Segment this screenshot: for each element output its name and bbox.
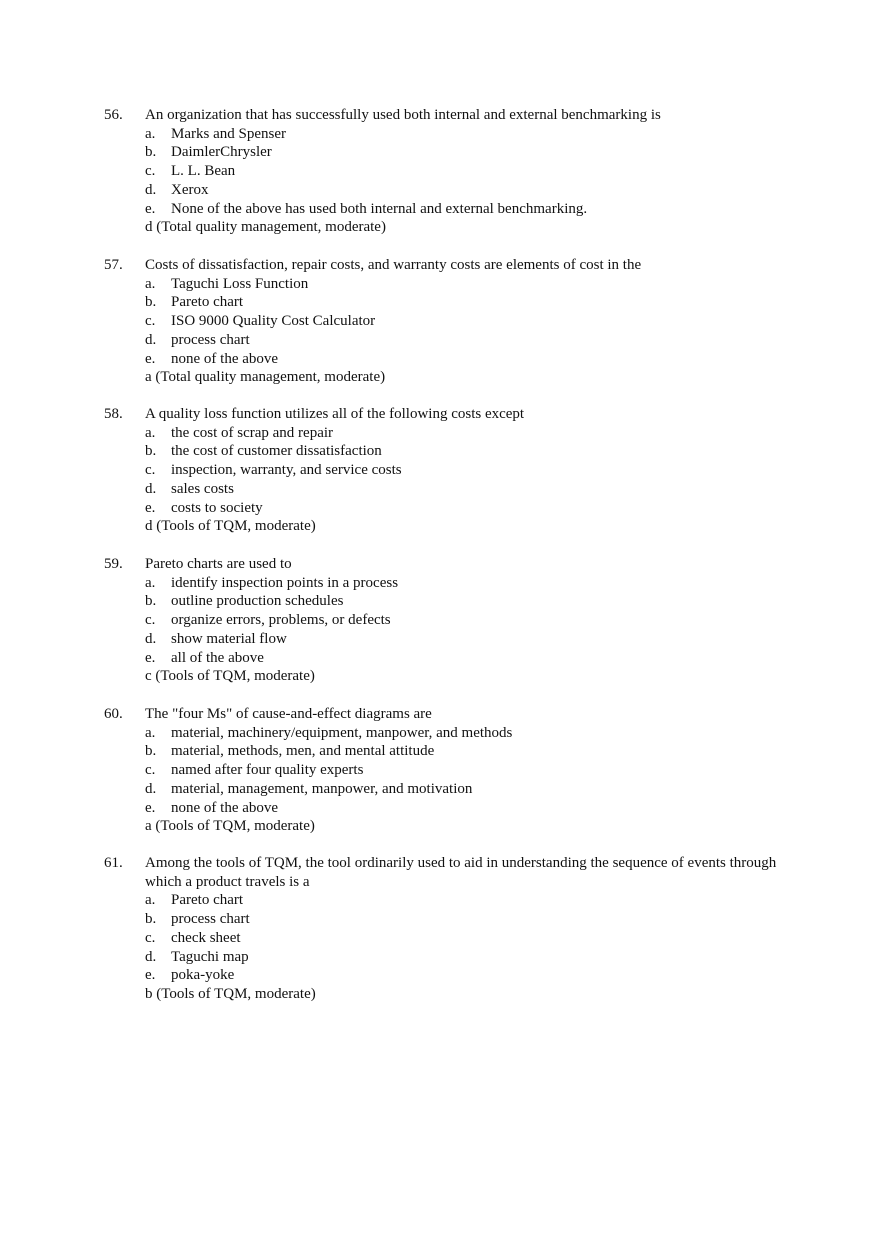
option-letter: b. [145, 743, 157, 760]
question-text: The "four Ms" of cause-and-effect diagrams are [145, 706, 432, 722]
answer-key: d (Tools of TQM, moderate) [145, 518, 316, 535]
option-letter: b. [145, 144, 157, 161]
question-stem [104, 555, 784, 574]
question-number: 59. [104, 556, 123, 572]
option-a [145, 275, 784, 294]
option-list [145, 424, 784, 518]
option-text: show material flow [171, 630, 287, 647]
option-text: the cost of customer dissatisfaction [171, 443, 382, 460]
option-text: organize errors, problems, or defects [171, 612, 391, 629]
option-letter: a. [145, 892, 156, 909]
option-b [145, 592, 784, 611]
option-e [145, 649, 784, 668]
question-number: 60. [104, 706, 123, 722]
option-e [145, 799, 784, 818]
option-e [145, 200, 784, 219]
option-a [145, 574, 784, 593]
question-stem [104, 106, 784, 125]
option-letter: b. [145, 443, 157, 460]
option-d [145, 630, 784, 649]
question-text: Pareto charts are used to [145, 556, 292, 572]
option-letter: e. [145, 967, 156, 984]
question-number: 57. [104, 257, 123, 273]
answer-key: c (Tools of TQM, moderate) [145, 668, 315, 685]
option-text: all of the above [171, 649, 264, 666]
option-letter: c. [145, 762, 156, 779]
question-stem [104, 854, 784, 891]
option-text: sales costs [171, 480, 234, 497]
option-letter: c. [145, 163, 156, 180]
question-59 [104, 555, 784, 686]
option-text: material, machinery/equipment, manpower, and methods [171, 724, 513, 741]
option-e [145, 350, 784, 369]
question-57 [104, 256, 784, 387]
option-text: material, methods, men, and mental attitude [171, 743, 435, 760]
option-text: DaimlerChrysler [171, 144, 272, 161]
option-letter: e. [145, 200, 156, 217]
option-text: process chart [171, 911, 250, 928]
option-letter: a. [145, 574, 156, 591]
option-a [145, 724, 784, 743]
option-letter: e. [145, 499, 156, 516]
option-text: none of the above [171, 799, 279, 816]
question-58 [104, 405, 784, 536]
question-stem [104, 405, 784, 424]
option-letter: d. [145, 780, 157, 797]
answer-key: d (Total quality management, moderate) [145, 219, 386, 236]
option-text: ISO 9000 Quality Cost Calculator [171, 313, 376, 330]
option-a [145, 125, 784, 144]
option-d [145, 181, 784, 200]
question-text: Among the tools of TQM, the tool ordinarily used to aid in understanding the sequence of events through which a product travels is a [145, 855, 777, 890]
option-letter: a. [145, 125, 156, 142]
option-text: None of the above has used both internal and external benchmarking. [171, 200, 588, 217]
option-text: material, management, manpower, and motivation [171, 780, 473, 797]
question-56 [104, 106, 784, 237]
option-list [145, 125, 784, 219]
option-letter: c. [145, 313, 156, 330]
option-letter: d. [145, 331, 157, 348]
option-letter: c. [145, 612, 156, 629]
option-letter: b. [145, 911, 157, 928]
question-60 [104, 705, 784, 836]
option-text: the cost of scrap and repair [171, 424, 334, 441]
option-text: Taguchi map [171, 948, 249, 965]
option-text: Pareto chart [171, 294, 244, 311]
option-c [145, 761, 784, 780]
option-letter: e. [145, 649, 156, 666]
question-number: 56. [104, 107, 123, 123]
option-letter: a. [145, 724, 156, 741]
question-number: 61. [104, 855, 123, 871]
option-text: costs to society [171, 499, 263, 516]
option-letter: b. [145, 294, 157, 311]
option-b [145, 293, 784, 312]
option-list [145, 724, 784, 818]
option-text: L. L. Bean [171, 163, 236, 180]
option-a [145, 424, 784, 443]
option-d [145, 780, 784, 799]
question-text: An organization that has successfully used both internal and external benchmarking is [145, 107, 661, 123]
option-e [145, 499, 784, 518]
option-c [145, 312, 784, 331]
option-letter: c. [145, 929, 156, 946]
option-a [145, 891, 784, 910]
option-e [145, 966, 784, 985]
question-stem [104, 705, 784, 724]
option-b [145, 143, 784, 162]
option-d [145, 480, 784, 499]
option-text: none of the above [171, 350, 279, 367]
answer-key: a (Tools of TQM, moderate) [145, 818, 315, 835]
option-text: poka-yoke [171, 967, 235, 984]
option-b [145, 442, 784, 461]
option-text: Taguchi Loss Function [171, 275, 309, 292]
option-text: Marks and Spenser [171, 125, 286, 142]
option-b [145, 910, 784, 929]
question-61 [104, 854, 784, 1004]
answer-key: a (Total quality management, moderate) [145, 369, 386, 386]
option-b [145, 742, 784, 761]
option-letter: c. [145, 462, 156, 479]
option-text: identify inspection points in a process [171, 574, 399, 591]
option-text: check sheet [171, 929, 241, 946]
option-text: named after four quality experts [171, 762, 364, 779]
option-letter: d. [145, 948, 157, 965]
option-list [145, 275, 784, 369]
question-text: A quality loss function utilizes all of the following costs except [145, 406, 525, 422]
option-list [145, 891, 784, 985]
option-letter: d. [145, 480, 157, 497]
option-text: outline production schedules [171, 593, 344, 610]
option-text: inspection, warranty, and service costs [171, 462, 402, 479]
option-text: process chart [171, 331, 250, 348]
question-stem [104, 256, 784, 275]
question-number: 58. [104, 406, 123, 422]
option-letter: a. [145, 424, 156, 441]
option-text: Xerox [171, 181, 209, 198]
question-text: Costs of dissatisfaction, repair costs, and warranty costs are elements of cost in the [145, 257, 642, 273]
option-list [145, 574, 784, 668]
answer-key: b (Tools of TQM, moderate) [145, 985, 316, 1002]
option-c [145, 162, 784, 181]
option-text: Pareto chart [171, 892, 244, 909]
option-letter: e. [145, 799, 156, 816]
option-d [145, 331, 784, 350]
option-letter: d. [145, 181, 157, 198]
option-c [145, 611, 784, 630]
option-letter: d. [145, 630, 157, 647]
option-letter: e. [145, 350, 156, 367]
option-d [145, 948, 784, 967]
option-letter: b. [145, 593, 157, 610]
option-letter: a. [145, 275, 156, 292]
option-c [145, 929, 784, 948]
option-c [145, 461, 784, 480]
